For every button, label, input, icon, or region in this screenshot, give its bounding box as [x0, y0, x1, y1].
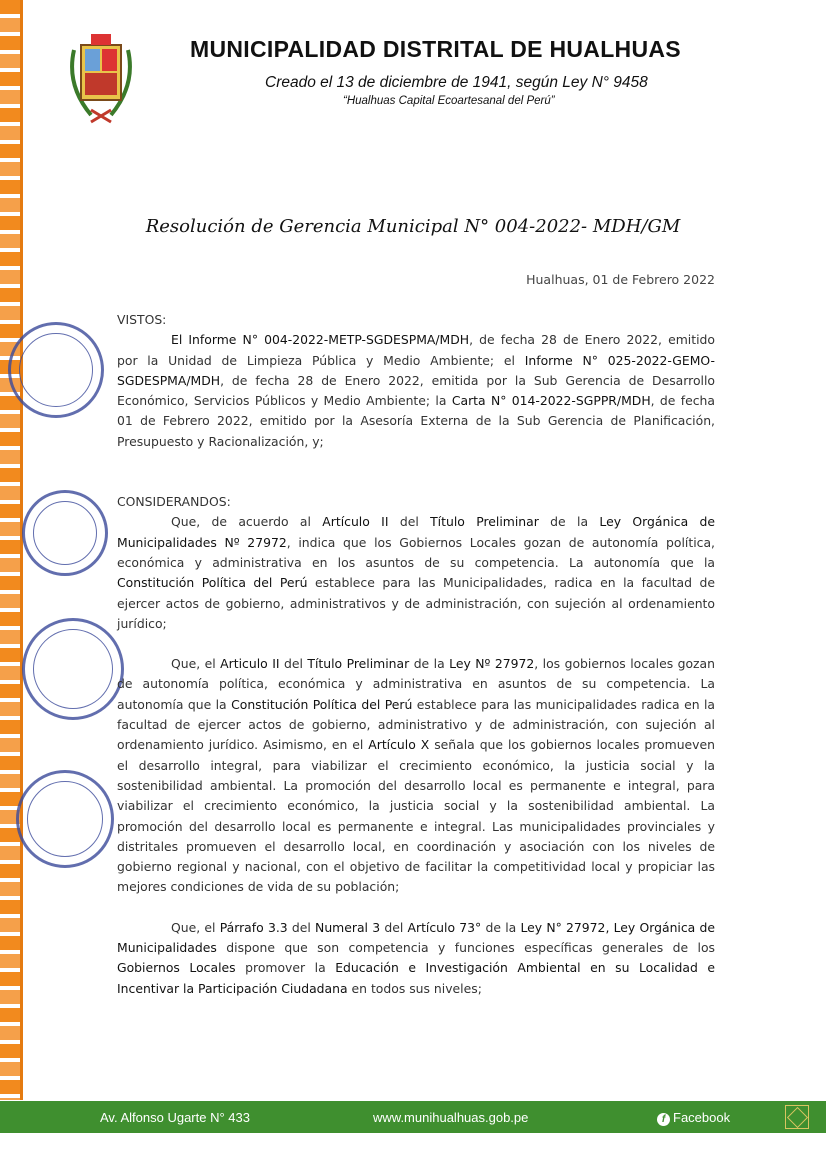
stamp-sub-gerencia-administracion: [22, 618, 124, 720]
text-segment: de la: [538, 514, 600, 530]
facebook-label: Facebook: [673, 1110, 731, 1125]
resolution-title: Resolución de Gerencia Municipal N° 004-2022- MDH/GM: [145, 216, 681, 237]
emphasized-reference: Ley Nº 27972: [449, 656, 535, 672]
municipal-crest-icon: [66, 30, 136, 125]
text-segment: , indica que los Gobiernos Locales gozan de autonomía política, económica y administrativa en los asuntos de su competencia. La autonomía que la: [117, 534, 715, 570]
text-segment: , de fecha 28 de Enero 2022, emitido por la Unidad de Limpieza Pública y Medio Ambiente; el: [117, 332, 715, 368]
text-segment: promover la: [235, 960, 336, 976]
text-segment: , de fecha 01 de Febrero 2022, emitido por la Asesoría Externa de la Sub Gerencia de Planificación, Presupuesto y Racionalización, y;: [117, 393, 715, 449]
emphasized-reference: El Informe N° 004-2022-METP-SGDESPMA/MDH: [171, 332, 470, 348]
decorative-border-line: [20, 0, 23, 1100]
stamp-asesoria-legal: [22, 490, 108, 576]
text-segment: del: [279, 656, 308, 672]
text-segment: Que, el: [171, 919, 220, 935]
text-segment: establece para las municipalidades radica en la facultad de ejercer actos de gobierno, administrativo y de administración, con sujeción al ordenamiento jurídico. Asimismo, en el: [117, 696, 716, 753]
footer-address: Av. Alfonso Ugarte N° 433: [100, 1110, 250, 1125]
considerando-paragraph-1: [117, 512, 715, 634]
text-segment: señala que los gobiernos locales promueven el desarrollo integral, para viabilizar el crecimiento económico, la justicia social y la sostenibilidad ambiental. La promoción del desarrollo local es permanente e integral, para viabilizar el crecimiento económico, la justicia social y la sostenibilidad ambiental. La promoción del desarrollo local es permanente e integral. Las municipalidades provinciales y distritales promueven el desarrollo local, en coordinación y asociación con los niveles de gobierno regional y nacional, con el objetivo de facilitar la competitividad local y propiciar las mejores condiciones de vida de su población;: [117, 737, 715, 895]
vistos-paragraph: [117, 330, 715, 452]
decorative-border: [0, 0, 20, 1100]
emphasized-reference: Artículo II: [322, 514, 389, 530]
emphasized-reference: Artículo X: [368, 737, 430, 753]
emphasized-reference: Articulo II: [220, 656, 280, 672]
text-segment: del: [380, 919, 408, 935]
motto: “Hualhuas Capital Ecoartesanal del Perú”: [343, 95, 555, 107]
emphasized-reference: Educación e Investigación Ambiental en su Localidad e Incentivar la Participación Ciudadana: [117, 960, 715, 996]
emphasized-reference: Numeral 3: [315, 919, 381, 935]
text-segment: en todos sus niveles;: [347, 980, 482, 996]
emphasized-reference: Gobiernos Locales: [117, 960, 236, 976]
stamp-sub-gerencia-desarrollo: [16, 770, 114, 868]
document-body: [117, 310, 715, 999]
considerandos-heading: CONSIDERANDOS:: [117, 494, 231, 510]
emphasized-reference: Título Preliminar: [307, 656, 410, 672]
municipality-title: MUNICIPALIDAD DISTRITAL DE HUALHUAS: [190, 36, 681, 62]
stamp-gerencia-municipal: [8, 322, 104, 418]
emphasized-reference: Ley Orgánica de Municipalidades Nº 27972: [117, 514, 716, 550]
footer-website-link[interactable]: www.munihualhuas.gob.pe: [373, 1110, 529, 1125]
text-segment: dispone que son competencia y funciones específicas generales de los: [216, 940, 715, 956]
considerando-paragraph-2: [117, 654, 715, 898]
document-date: Hualhuas, 01 de Febrero 2022: [526, 272, 715, 287]
creation-note: Creado el 13 de diciembre de 1941, según Ley N° 9458: [265, 74, 648, 91]
emphasized-reference: Ley N° 27972, Ley Orgánica de Municipalidades: [117, 919, 715, 956]
emphasized-reference: Constitución Política del Perú: [117, 575, 308, 591]
text-segment: del: [388, 514, 431, 530]
emphasized-reference: Carta N° 014-2022-SGPPR/MDH: [451, 393, 651, 409]
text-segment: de la: [409, 656, 450, 672]
emphasized-reference: Título Preliminar: [430, 514, 539, 530]
footer-logo-icon: [785, 1105, 809, 1129]
text-segment: de la: [481, 919, 521, 935]
facebook-icon: f: [657, 1113, 670, 1126]
emphasized-reference: Párrafo 3.3: [219, 919, 288, 935]
text-segment: Que, de acuerdo al: [171, 514, 323, 530]
vistos-heading: VISTOS:: [117, 312, 167, 327]
footer-bar: [0, 1101, 826, 1133]
footer-facebook-link[interactable]: [657, 1110, 730, 1126]
text-segment: , los gobiernos locales gozan de autonomía política, económica y administrativa en asuntos de su competencia. La autonomía que la: [117, 656, 716, 712]
emphasized-reference: Informe N° 025-2022-GEMO-SGDESPMA/MDH: [117, 352, 715, 388]
emphasized-reference: Artículo 73°: [407, 919, 482, 935]
emphasized-reference: Constitución Política del Perú: [231, 696, 413, 712]
considerando-paragraph-3: [117, 918, 715, 999]
text-segment: , de fecha 28 de Enero 2022, emitida por la Sub Gerencia de Desarrollo Económico, Servicios Públicos y Medio Ambiente; la: [117, 372, 715, 409]
text-segment: Que, el: [171, 656, 221, 672]
text-segment: del: [287, 919, 316, 935]
text-segment: establece para las Municipalidades, radica en la facultad de ejercer actos de gobierno, administrativos y de administración, con sujeción al ordenamiento jurídico;: [117, 575, 715, 631]
